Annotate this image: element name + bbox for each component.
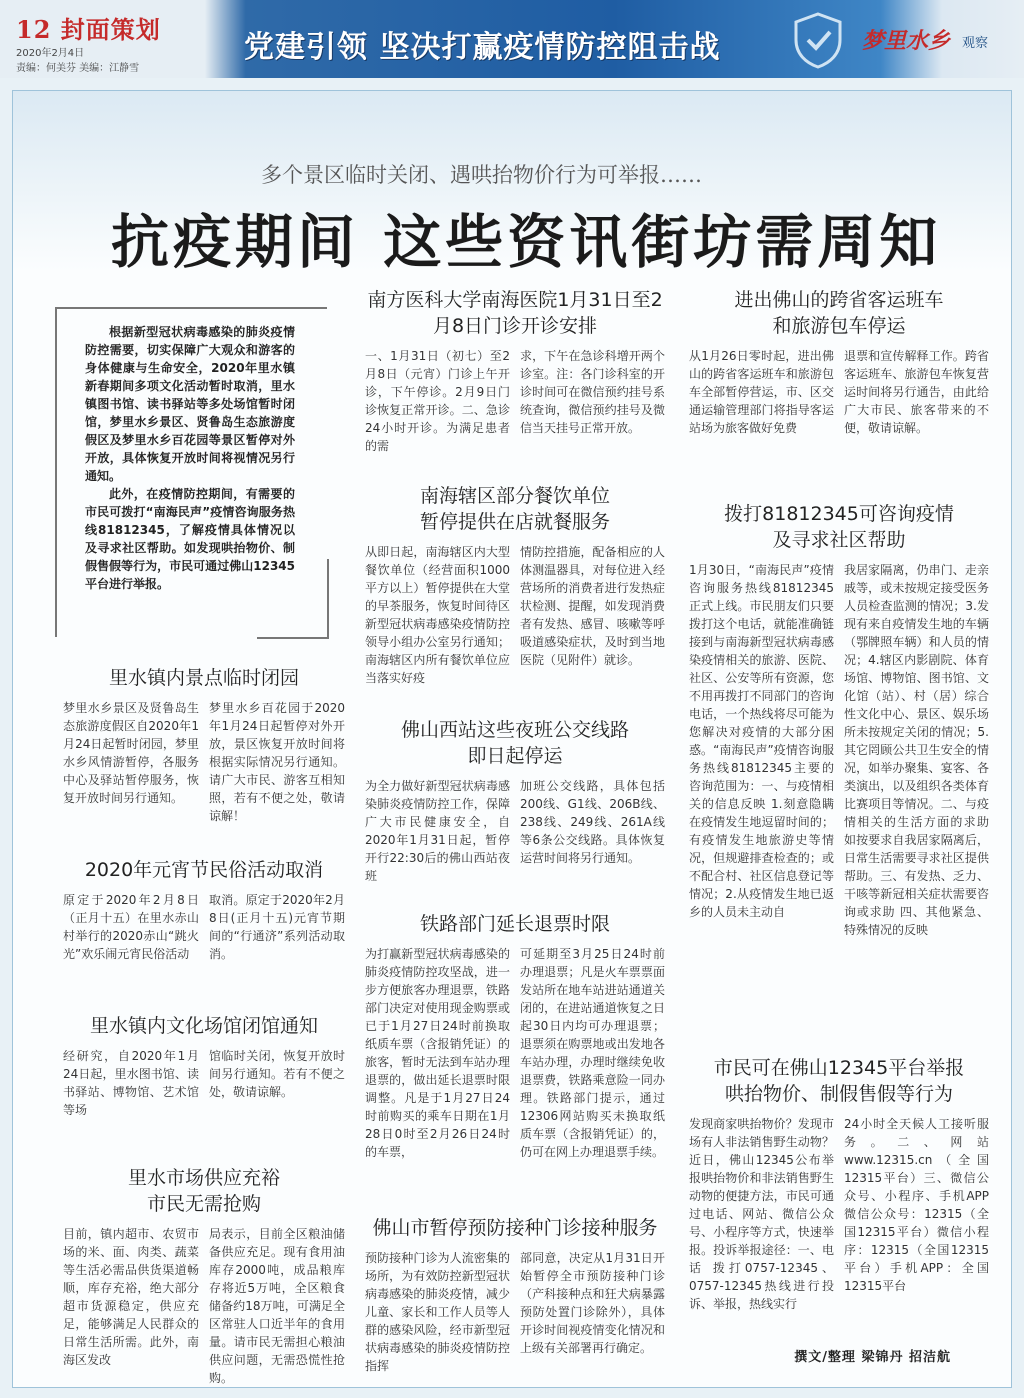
article-scenic: [63, 665, 345, 849]
article-body: [365, 777, 665, 885]
article-col-1: 梦里水乡景区及贤鲁岛生态旅游度假区自2020年1月24日起暂时闭园，梦里水乡风情游暂停，各服务中心及驿站暂停服务，恢复开放时间另行通知。: [63, 701, 199, 805]
article-col-2: 情防控措施，配备相应的人体测温器具，对每位进入经营场所的消费者进行发热症状检测、提醒，如发现消费者有发热、感冒、咳嗽等呼吸道感染症状，及时到当地医院（见附件）就诊。: [520, 545, 665, 667]
editors: 责编：何美芬 美编：江静雪: [16, 63, 140, 74]
article-col-2: 求，下午在急诊科增开两个诊室。注：各门诊科室的开诊时间可在微信预约挂号系统查询，微信预约挂号及微信当天挂号正常开放。: [520, 349, 665, 435]
article-col-1: 从1月26日零时起，进出佛山的跨省客运班车和旅游包车全部暂停营运，市、区交通运输管理部门将指导客运站场为旅客做好免费: [689, 349, 834, 435]
article-col-2: 取消。原定于2020年2月8日(正月十五)元宵节期间的“行通济”系列活动取消。: [209, 893, 345, 961]
page-number-value: 12: [16, 15, 52, 44]
brand-logo: 梦里水乡: [862, 28, 951, 54]
article-coach: [689, 287, 989, 493]
brand-suffix: 观察: [962, 36, 989, 51]
article-col-1: 发现商家哄抬物价？发现市场有人非法销售野生动物？近日，佛山12345公布举报哄抬物价和非法销售野生动物的便捷方法，市民可通过电话、网站、微信公众号、小程序等方式，快速举报。投诉举报途径：一、电话 拨打0757-12345、0757-12345热线进行投诉、举报，热线实行: [689, 1117, 834, 1311]
intro-paragraph-1: 根据新型冠状病毒感染的肺炎疫情防控需要，切实保障广大观众和游客的身体健康与生命安全，2020年里水镇新春期间多项文化活动暂时取消，里水镇图书馆、读书驿站等多处场馆暂时闭馆，梦里水乡景区、贤鲁岛生态旅游度假区及梦里水乡百花园等景区暂停对外开放，具体恢复开放时间将视情况另行通知。: [85, 325, 295, 483]
article-body: [365, 347, 665, 455]
article-title: 铁路部门延长退票时限: [419, 913, 610, 935]
subtitle: 多个景区临时关闭、遇哄抬物价行为可举报……: [261, 163, 702, 187]
article-col-1: 一、1月31日（初七）至2月8日（元宵）门诊上午开诊，下午停诊。2月9日门诊恢复正常开诊。二、急诊24小时开诊。为满足患者的需: [365, 349, 510, 453]
article-title: 2020年元宵节民俗活动取消: [84, 859, 324, 881]
section-name: 封面策划: [60, 15, 161, 44]
right-column: [689, 287, 989, 1321]
article-title: 里水镇内文化场馆闭馆通知: [89, 1015, 318, 1037]
article-body: [63, 891, 345, 963]
article-col-1: 经研究，自2020年1月24日起，里水图书馆、读书驿站、博物馆、艺术馆等场: [63, 1049, 199, 1117]
issue-date: 2020年2月4日: [16, 48, 85, 59]
article-title: 市民可在佛山12345平台举报 哄抬物价、制假售假等行为: [713, 1057, 965, 1105]
article-col-1: 1月30日，“南海民声”疫情咨询服务热线81812345正式上线。市民朋友们只要拨打这个电话，就能准确链接到与南海新型冠状病毒感染疫情相关的旅游、医院、社区、公安等所有资源，您不用再拨打不同部门的咨询电话，一个热线将尽可能为您解决对疫情的大部分困惑。“南海民声”疫情咨询服务热线81812345主要的咨询范围为：一、与疫情相关的信息反映 1.刻意隐瞒在疫情发生地逗留时间的；有疫情发生地旅游史等情况，但规避排查检查的；或不配合村、社区信息登记等情况；2.从疫情发生地已返乡的人员未主动自: [689, 563, 834, 919]
article-vaccine: [365, 1215, 665, 1375]
article-body: [365, 1249, 665, 1375]
article-title: 拨打81812345可咨询疫情 及寻求社区帮助: [724, 503, 954, 551]
left-column: [63, 665, 345, 1395]
article-bus: [365, 717, 665, 903]
article-title: 南海辖区部分餐饮单位 暂停提供在店就餐服务: [419, 485, 610, 533]
article-title: 里水市场供应充裕 市民无需抢购: [127, 1167, 280, 1215]
article-col-2: 24小时全天候人工接听服务。二、网站 www.12315.cn（全国12315平台）三、微信公众号、小程序、手机APP 微信公众号：12315（全国12315平台）微信小程序：12315（全国12315平台）手机APP：全国12315平台: [844, 1117, 989, 1293]
masthead-left: [16, 10, 226, 75]
masthead-title: 党建引领 坚决打赢疫情防控阻击战: [244, 30, 721, 65]
article-body: [689, 561, 989, 939]
article-market: [63, 1165, 345, 1387]
article-title: 里水镇内景点临时闭园: [108, 667, 299, 689]
article-col-1: 从即日起，南海辖区内大型餐饮单位（经营面积1000平方以上）暂停提供在大堂的早茶服务，恢复时间待区新型冠状病毒感染疫情防控领导小组办公室另行通知；南海辖区内所有餐饮单位应当落实好疫: [365, 545, 510, 685]
article-body: [689, 347, 989, 437]
article-col-1: 为打赢新型冠状病毒感染的肺炎疫情防控攻坚战，进一步方便旅客办理退票，铁路部门决定对使用现金购票或已于1月27日24时前换取纸质车票（含报销凭证）的旅客，暂时无法到车站办理退票的，做出延长退票时限调整。凡是于1月27日24时前购买的乘车日期在1月28日0时至2月26日24时的车票，: [365, 947, 510, 1159]
shield-icon: [790, 10, 846, 70]
article-col-1: 为全力做好新型冠状病毒感染肺炎疫情防控工作，保障广大市民健康安全，自2020年1月31日起，暂停开行22:30后的佛山西站夜班: [365, 779, 510, 883]
intro-paragraph-2: 此外，在疫情防控期间，有需要的市民可拨打“南海民声”疫情咨询服务热线81812345，了解疫情具体情况以及寻求社区帮助。如发现哄抬物价、制假售假等行为，市民可通过佛山12345平台进行举报。: [85, 487, 295, 591]
intro-box: [55, 307, 327, 637]
middle-column: [365, 287, 665, 1383]
intro-text: [85, 323, 295, 593]
article-body: [63, 1225, 345, 1387]
article-title: 进出佛山的跨省客运班车 和旅游包车停运: [734, 289, 944, 337]
intro-corner-bracket: [257, 559, 329, 639]
article-col-2: 局表示，目前全区粮油储备供应充足。现有食用油库存2000吨，成品粮库存将近5万吨，全区粮食储备约18万吨，可满足全区常驻人口近半年的食用量。请市民无需担心粮油供应问题，无需恐慌性抢购。: [209, 1227, 345, 1385]
article-lantern: [63, 857, 345, 1005]
page-number: [16, 10, 226, 45]
article-hospital: [365, 287, 665, 475]
article-col-2: 部同意，决定从1月31日开始暂停全市预防接种门诊（产科接种点和狂犬病暴露预防处置门诊除外），具体开诊时间视疫情变化情况和上级有关部署再行确定。: [520, 1251, 665, 1355]
article-body: [689, 1115, 989, 1313]
article-col-1: 目前，镇内超市、农贸市场的米、面、肉类、蔬菜等生活必需品供货渠道畅顺，库存充裕，绝大部分超市货源稳定，供应充足，能够满足人民群众的日常生活所需。此外，南海区发改: [63, 1227, 199, 1367]
article-body: [365, 945, 665, 1161]
article-body: [63, 1047, 345, 1119]
article-title: 南方医科大学南海医院1月31日至2月8日门诊开诊安排: [367, 289, 663, 337]
article-col-2: 馆临时关闭，恢复开放时间另行通知。若有不便之处，敬请谅解。: [209, 1049, 345, 1099]
article-body: [365, 543, 665, 687]
article-title: 佛山市暂停预防接种门诊接种服务: [372, 1217, 658, 1239]
article-frame: [12, 90, 1012, 1388]
article-col-2: 加班公交线路，具体包括200线、G1线、206B线、238线、249线、261A线等6条公交线路。具体恢复运营时间将另行通知。: [520, 779, 665, 865]
byline: 撰文/整理 梁锦丹 招洁航: [794, 1350, 951, 1365]
article-col-2: 梦里水乡百花园于2020年1月24日起暂停对外开放，景区恢复开放时间将根据实际情况另行通知。请广大市民、游客互相知照，若有不便之处，敬请谅解！: [209, 701, 345, 823]
article-col-1: 预防接种门诊为人流密集的场所，为有效防控新型冠状病毒感染的肺炎疫情，减少儿童、家长和工作人员等人群的感染风险，经市新型冠状病毒感染的肺炎疫情防控指挥: [365, 1251, 510, 1373]
article-col-2: 退票和宣传解释工作。跨省客运班车、旅游包车恢复营运时间将另行通告，由此给广大市民、旅客带来的不便，敬请谅解。: [844, 349, 989, 435]
page-headline: 抗疫期间 这些资讯街坊需周知: [111, 208, 942, 276]
article-col-2: 我居家隔离，仍串门、走亲戚等，或未按规定接受医务人员检查监测的情况；3.发现有来自疫情发生地的车辆（鄂牌照车辆）和人员的情况；4.辖区内影剧院、体育场馆、博物馆、图书馆、文化馆（站）、村（居）综合性文化中心、景区、娱乐场所未按规定关闭的情况；5.其它罔顾公共卫生安全的情况，如举办聚集、宴客、各类演出，以及组织各类体育比赛项目等情况。二、与疫情相关的生活方面的求助 如按要求自我居家隔离后，日常生活需要寻求社区提供帮助。三、有发热、乏力、干咳等新冠相关症状需要咨询或求助 四、其他紧急、特殊情况的反映: [844, 563, 989, 937]
article-rail: [365, 911, 665, 1207]
article-body: [63, 699, 345, 825]
article-hotline: [689, 501, 989, 1047]
article-dining: [365, 483, 665, 709]
article-col-2: 可延期至3月25日24时前办理退票；凡是火车票票面发站所在地车站进站通道关闭的，在进站通道恢复之日起30日内均可办理退票；退票须在购票地或出发地各车站办理，办理时继续免收退票费，铁路乘意险一同办理。铁路部门提示，通过12306网站购买未换取纸质车票（含报销凭证）的，仍可在网上办理退票手续。: [520, 947, 665, 1159]
article-col-1: 原定于2020年2月8日（正月十五）在里水赤山村举行的2020赤山“跳火光”欢乐闹元宵民俗活动: [63, 893, 199, 961]
article-title: 佛山西站这些夜班公交线路 即日起停运: [400, 719, 629, 767]
article-venues: [63, 1013, 345, 1157]
masthead: [0, 0, 1024, 78]
article-report: [689, 1055, 989, 1313]
